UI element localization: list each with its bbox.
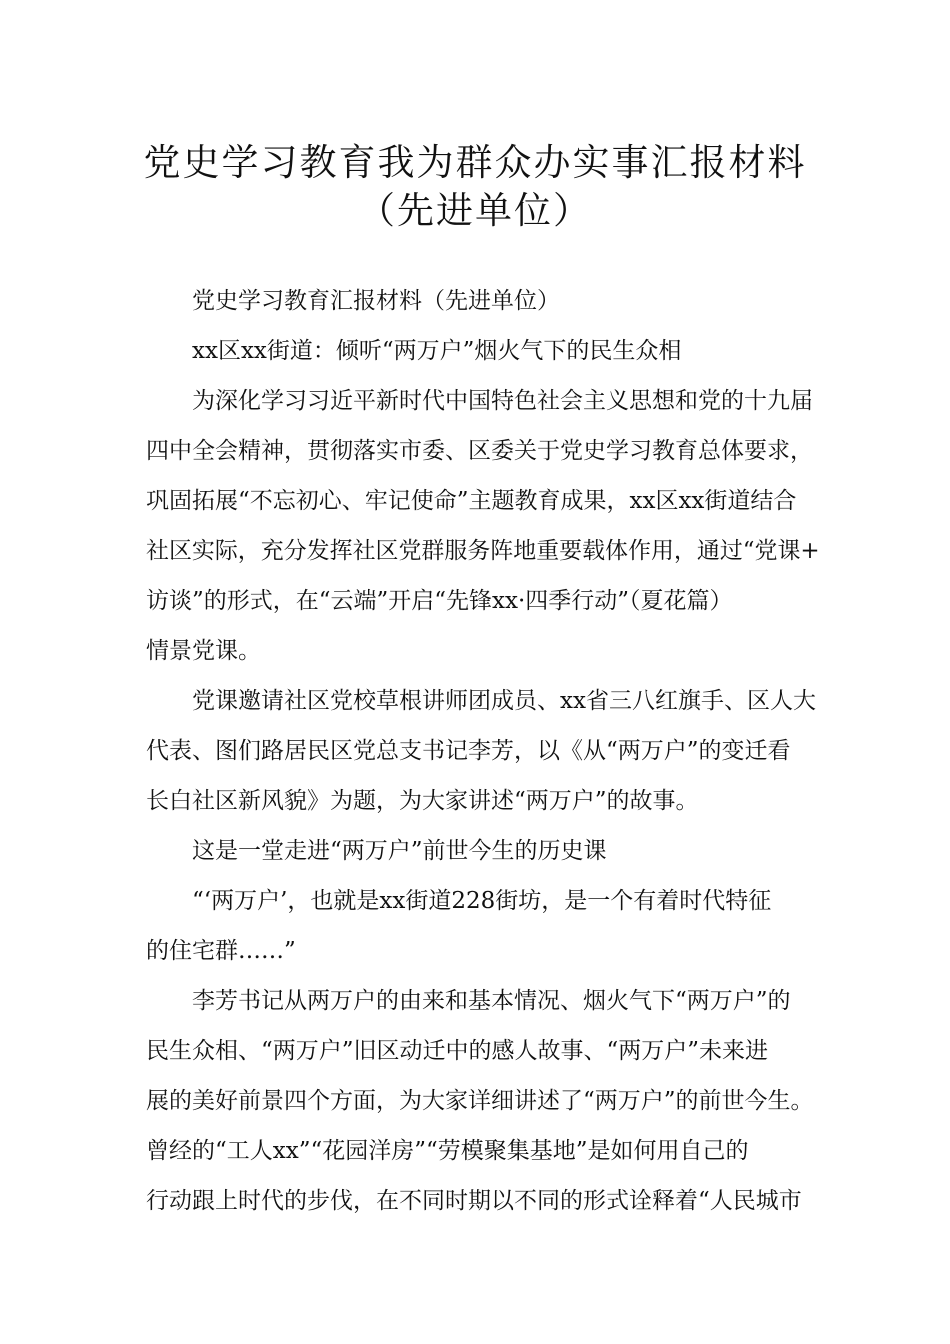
text-line: 长白社区新风貌》为题，为大家讲述“两万户”的故事。	[146, 788, 699, 814]
document-subtitle: （先进单位）	[358, 189, 592, 232]
text-line: 党课邀请社区党校草根讲师团成员、xx省三八红旗手、区人大	[192, 688, 816, 714]
text-line: 情景党课。	[146, 638, 261, 664]
document-title: 党史学习教育我为群众办实事汇报材料	[143, 141, 807, 184]
text-line: 展的美好前景四个方面，为大家详细讲述了“两万户”的前世今生。	[146, 1088, 814, 1114]
text-line: 曾经的“工人xx”“花园洋房”“劳模聚集基地”是如何用自己的	[146, 1138, 749, 1164]
text-line: 访谈”的形式，在“云端”开启“先锋xx·四季行动”（夏花篇）	[146, 588, 733, 614]
text-line: 民生众相、“两万户”旧区动迁中的感人故事、“两万户”未来进	[146, 1038, 769, 1064]
text-line: 这是一堂走进“两万户”前世今生的历史课	[192, 838, 607, 864]
text-line: 四中全会精神，贯彻落实市委、区委关于党史学习教育总体要求，	[146, 438, 813, 464]
text-line: 李芳书记从两万户的由来和基本情况、烟火气下“两万户”的	[192, 988, 791, 1014]
text-line: “‘两万户’，也就是xx街道228街坊，是一个有着时代特征	[192, 888, 772, 914]
text-line: xx区xx街道：倾听“两万户”烟火气下的民生众相	[192, 338, 682, 364]
text-line: 代表、图们路居民区党总支书记李芳，以《从“两万户”的变迁看	[146, 738, 791, 764]
text-line: 巩固拓展“不忘初心、牢记使命”主题教育成果，xx区xx街道结合	[146, 488, 797, 514]
text-line: 社区实际，充分发挥社区党群服务阵地重要载体作用，通过“党课+	[146, 538, 820, 564]
text-line: 行动跟上时代的步伐，在不同时期以不同的形式诠释着“人民城市	[146, 1188, 802, 1214]
text-line: 党史学习教育汇报材料（先进单位）	[192, 288, 560, 314]
text-line: 为深化学习习近平新时代中国特色社会主义思想和党的十九届	[192, 388, 813, 414]
text-line: 的住宅群……”	[146, 938, 296, 964]
